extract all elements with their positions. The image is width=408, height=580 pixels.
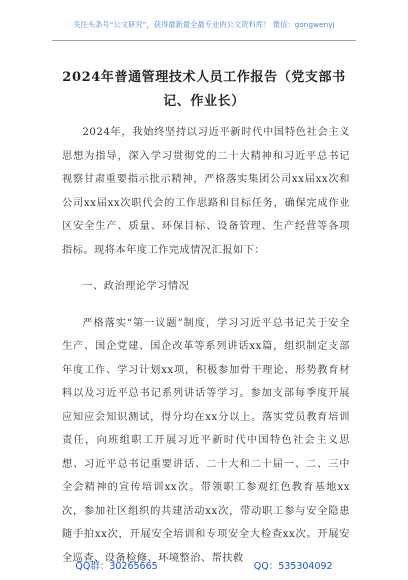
footer-qq: QQ：535304092 xyxy=(253,561,333,572)
header-divider xyxy=(52,40,356,41)
section-paragraph: 严格落实“第一议题”制度，学习习近平总书记关于安全生产、国企党建、国企改革等系列讲话xx篇，组织制定支部年度工作、学习计划xx项，积极参加骨干理论、形势教育材料以及习近平总书记系列讲话等学习。参加支部每季度开展应知应会知识测试，得分均在xx分以上。落实党员教育培训责任，向班组职工开展习近平新时代中国特色社会主义思想、习近平总书记重要讲话、二十大和二十届一、二、三中全会精神的宣传培训xx次。带领职工参观红色教育基地xx次，参加社区组织的共建活动xx次，带动职工参与安全隐患随手拍xx次，开展安全培训和专项安全大检查xx次。开展安全巡查、设备检修、环境整治、帮扶救 xyxy=(62,317,350,564)
document-title: 2024年普通管理技术人员工作报告（党支部书记、作业长） xyxy=(62,70,346,109)
footer-qq-group: QQ群：30265665 xyxy=(75,561,158,572)
section-heading: 一、政治理论学习情况 xyxy=(82,281,190,292)
footer-contact xyxy=(0,558,408,572)
intro-paragraph: 2024年，我始终坚持以习近平新时代中国特色社会主义思想为指导，深入学习贯彻党的二十大精神和习近平总书记视察甘肃重要指示批示精神，严格落实集团公司xx届xx次和公司xx届xx次职代会的工作思路和目标任务，确保完成作业区安全生产、质量、环保目标、设备管理、生产经营等各项指标。现将本年度工作完成情况汇报如下： xyxy=(62,127,350,256)
document-body xyxy=(62,121,350,570)
promo-banner: 关注头条号“公文研究”，获得最新最全最专业的公文资料库！ 微信：gongwenyj xyxy=(73,20,335,29)
